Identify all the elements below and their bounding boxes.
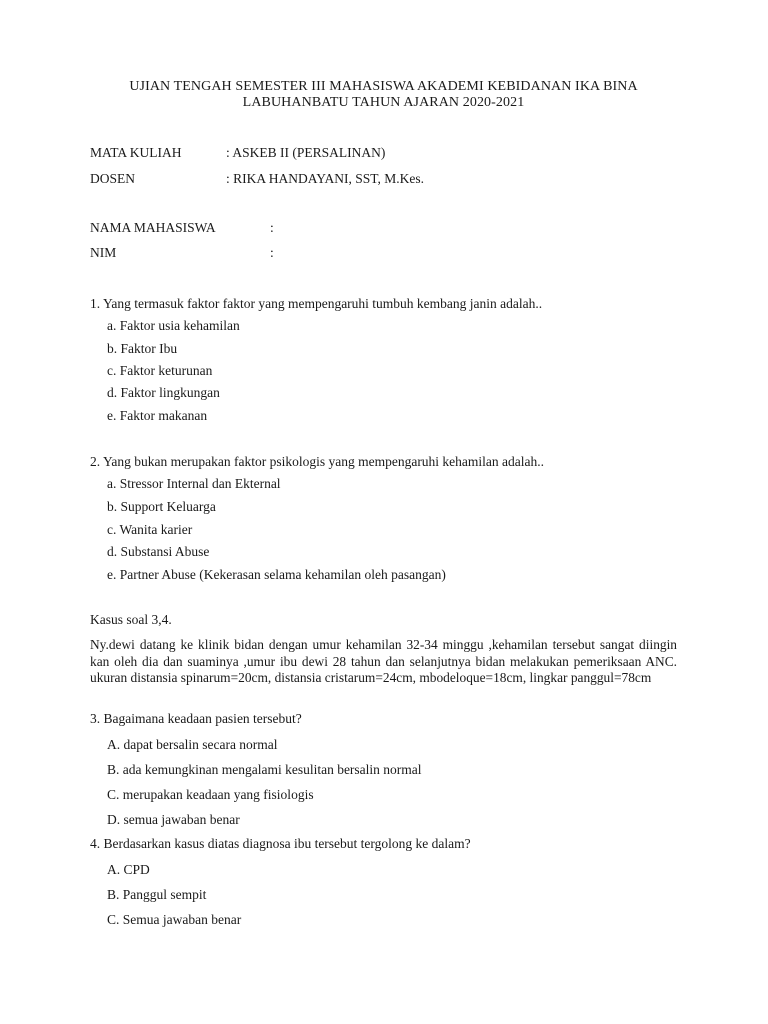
exam-title-line-1: UJIAN TENGAH SEMESTER III MAHASISWA AKADEMI KEBIDANAN IKA BINA [129,79,638,94]
case-description: Ny.dewi datang ke klinik bidan dengan umur kehamilan 32-34 minggu ,kehamilan tersebut sangat diingin kan oleh dia dan suaminya ,umur ibu dewi 28 tahun dan selanjutnya bidan melakukan pemeriksaan ANC. ukuran distansia spinarum=20cm, distansia cristarum=24cm, mbodeloque=18cm, lingkar panggul=78cm [90,637,677,686]
exam-title-line-2: LABUHANBATU TAHUN AJARAN 2020-2021 [242,95,525,110]
question-2-option-c: c. Wanita karier [107,522,193,537]
nim-value: : [270,245,274,260]
course-label: MATA KULIAH [90,145,182,160]
question-4-option-a: A. CPD [107,862,150,877]
course-value: : ASKEB II (PERSALINAN) [226,145,386,160]
question-1-option-d: d. Faktor lingkungan [107,385,220,400]
question-1: 1. Yang termasuk faktor faktor yang mempengaruhi tumbuh kembang janin adalah.. [90,296,543,311]
case-title: Kasus soal 3,4. [90,612,172,627]
question-4: 4. Berdasarkan kasus diatas diagnosa ibu tersebut tergolong ke dalam? [90,836,471,851]
question-3-option-d: D. semua jawaban benar [107,812,240,827]
question-2-option-d: d. Substansi Abuse [107,544,210,559]
nim-label: NIM [90,245,117,260]
question-3: 3. Bagaimana keadaan pasien tersebut? [90,711,302,726]
lecturer-label: DOSEN [90,171,136,186]
question-4-option-c: C. Semua jawaban benar [107,912,242,927]
student-name-label: NAMA MAHASISWA [90,220,216,235]
question-2: 2. Yang bukan merupakan faktor psikologis yang mempengaruhi kehamilan adalah.. [90,454,545,469]
question-2-option-b: b. Support Keluarga [107,499,216,514]
student-name-value: : [270,220,274,235]
question-1-option-e: e. Faktor makanan [107,408,208,423]
lecturer-value: : RIKA HANDAYANI, SST, M.Kes. [226,171,425,186]
question-2-option-a: a. Stressor Internal dan Ekternal [107,476,281,491]
question-3-option-b: B. ada kemungkinan mengalami kesulitan bersalin normal [107,762,422,777]
question-4-option-b: B. Panggul sempit [107,887,207,902]
question-3-option-a: A. dapat bersalin secara normal [107,737,278,752]
question-2-option-e: e. Partner Abuse (Kekerasan selama kehamilan oleh pasangan) [107,567,446,582]
question-3-option-c: C. merupakan keadaan yang fisiologis [107,787,314,802]
question-1-option-c: c. Faktor keturunan [107,363,213,378]
question-1-option-a: a. Faktor usia kehamilan [107,318,240,333]
question-1-option-b: b. Faktor Ibu [107,341,178,356]
